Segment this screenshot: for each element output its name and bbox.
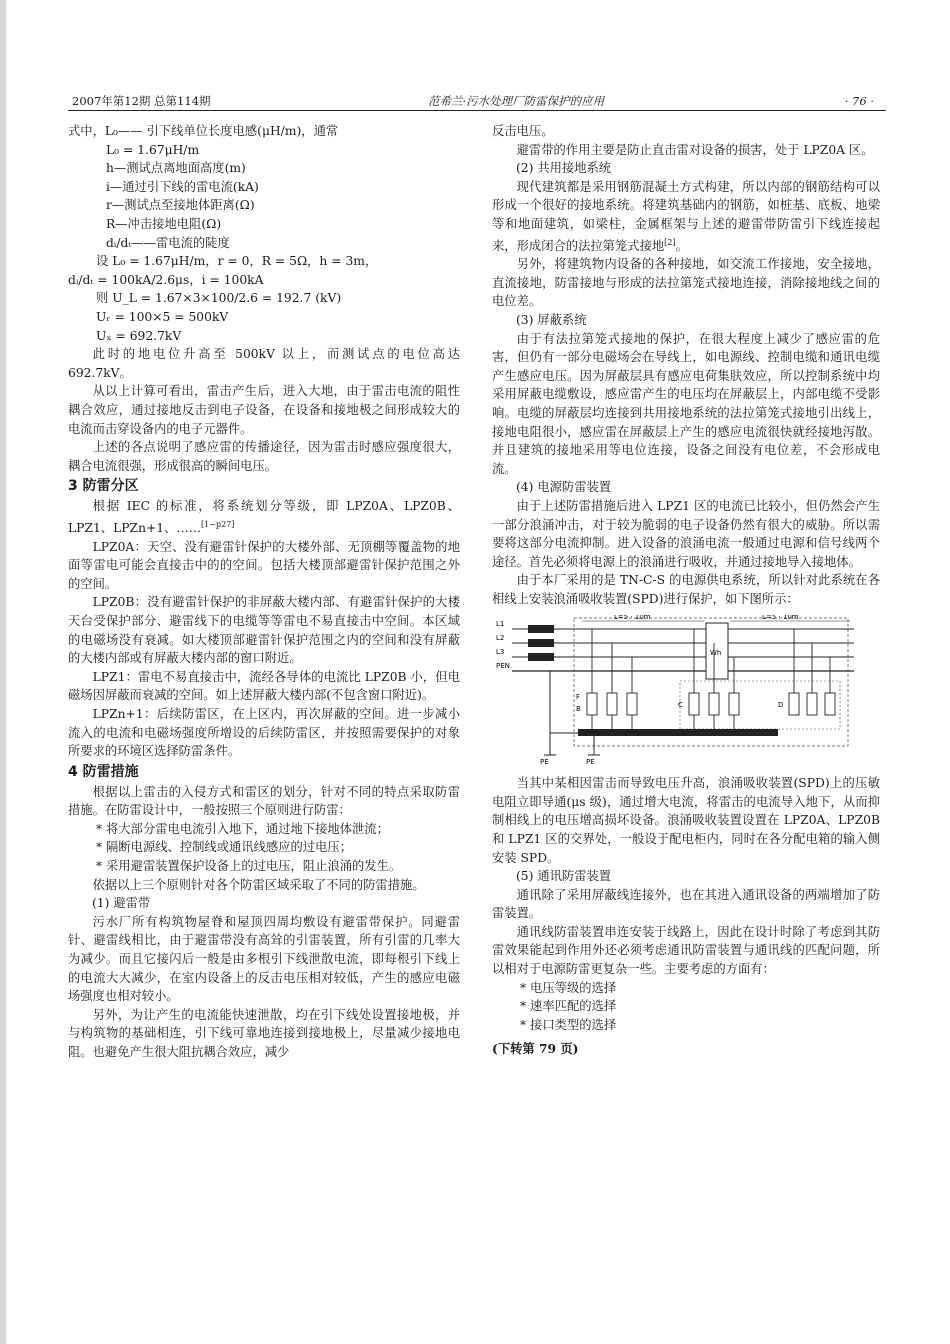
spd-module bbox=[587, 693, 597, 715]
body-paragraph: LPZ0A：天空、没有避雷针保护的大楼外部、无顶棚等覆盖物的地面等雷电可能会直接击中的的空间。包括大楼顶部避雷针保护范围之外的空间。 bbox=[68, 539, 460, 591]
ground-label: PE bbox=[540, 757, 549, 765]
body-paragraph: 另外，将建筑物内设备的各种接地，如交流工作接地，安全接地，直流接地，防雷接地与形成的法拉第笼式接地连接，消除接地线之间的电位差。 bbox=[492, 257, 880, 309]
bullet-item: * 将大部分雷电电流引入地下，通过地下接地体泄流； bbox=[96, 821, 389, 836]
line-label-l2: L2 bbox=[496, 633, 505, 642]
spd-module bbox=[825, 693, 835, 715]
citation: [2] bbox=[664, 237, 676, 247]
cable-sheath bbox=[528, 625, 554, 633]
body-paragraph: 由于有法拉第笼式接地的保护，在很大程度上减少了感应雷的危害，但仍有一部分电磁场会在导线上，如电源线、控制电缆和通讯电缆产生感应电压。因为屏蔽层具有感应电荷集肤效应，所以控制系统中均采用屏蔽电缆敷设，感应雷产生的电压均在屏蔽层上，内部电缆不受影响。电缆的屏蔽层均连接到共用接地系统的法拉第笼式接地引出线上，接地电阻很小，感应雷在屏蔽层上产生的感应电流很快就经接地泻散。并且建筑的接地采用等电位连接，设备之间没有电位差，不会形成电流。 bbox=[492, 331, 880, 476]
body-paragraph bbox=[68, 497, 460, 537]
spd-label-f: F bbox=[576, 692, 581, 701]
body-paragraph: 当其中某相因雷击而导致电压升高，浪涌吸收装置(SPD)上的压敏电阻立即导通(μs 级)，通过增大电流，将雷击的电流导入地下，从而抑制相线上的电压增高损坏设备。浪涌吸收装置设置在 LPZ0A、LPZ0B 和 LPZ1 区的交界处，一般设于配电柜内，同时在各分配电箱的输入侧安装 SPD。 bbox=[492, 776, 880, 865]
formula-line: Uₓ = 692.7kV bbox=[96, 328, 182, 343]
body-paragraph: 从以上计算可看出，雷击产生后，进入大地，由于雷击电流的阻性耦合效应，通过接地反击到电子设备，在设备和接地极之间形成较大的电流而击穿设备内的电子元器件。 bbox=[68, 384, 460, 436]
line-label-l3: L3 bbox=[496, 647, 505, 656]
spd-label-b: B bbox=[576, 704, 581, 713]
line-label-l1: L1 bbox=[496, 619, 505, 628]
subsection-heading: (3) 屏蔽系统 bbox=[516, 313, 587, 328]
spd-module bbox=[627, 693, 637, 715]
formula-line: R—冲击接地电阻(Ω) bbox=[106, 216, 222, 231]
cable-sheath bbox=[528, 653, 554, 661]
formula-intro: 式中，L₀—— 引下线单位长度电感(μH/m)，通常 bbox=[68, 124, 339, 138]
citation: [1~p27] bbox=[201, 519, 235, 529]
subsection-heading: (1) 避雷带 bbox=[92, 896, 151, 911]
spd-label-d: D bbox=[778, 700, 784, 709]
subsection-heading: (2) 共用接地系统 bbox=[516, 161, 612, 176]
spd-module bbox=[607, 693, 617, 715]
spd-module bbox=[789, 693, 799, 715]
continued-note: (下转第 79 页) bbox=[492, 1041, 579, 1057]
cable-sheath bbox=[528, 639, 554, 647]
spd-module bbox=[807, 693, 817, 715]
spd-module bbox=[729, 693, 739, 715]
bullet-item: * 隔断电源线、控制线或通讯线感应的过电压； bbox=[96, 840, 352, 855]
ground-label: PE bbox=[586, 757, 595, 765]
body-paragraph: 由于本厂采用的是 TN-C-S 的电源供电系统，所以针对此系统在各相线上安装浪涌吸收装置(SPD)进行保护，如下图所示： bbox=[492, 573, 880, 606]
subsection-heading: (5) 通讯防雷装置 bbox=[516, 869, 612, 884]
bullet-item: * 接口类型的选择 bbox=[520, 1017, 617, 1032]
body-paragraph: 根据以上雷击的入侵方式和雷区的划分，针对不同的特点采取防雷措施。在防雷设计中，一般按照三个原则进行防雷： bbox=[68, 784, 460, 818]
journal-issue: 2007年第12期 总第114期 bbox=[72, 94, 211, 108]
subsection-heading: (4) 电源防雷装置 bbox=[516, 480, 612, 495]
body-paragraph: 避雷带的作用主要是防止直击雷对设备的损害，处于 LPZ0A 区。 bbox=[516, 142, 874, 157]
body-paragraph: 现代建筑都是采用钢筋混凝土方式构建，所以内部的钢筋结构可以形成一个很好的接地系统。将建筑基础内的钢筋，如桩基、底板、地梁等和地面建筑，如梁柱，金属框架与上述的避雷带防雷引下线连接起来，形成闭合的法拉第笼式接地[2]。 bbox=[492, 179, 880, 253]
spd-label-c: C bbox=[678, 700, 683, 709]
body-paragraph: LPZn+1：后续防雷区，在上区内，再次屏蔽的空间。进一步减小流入的电流和电磁场强度所增设的后续防雷区，并按照需要保护的对象所要求的环境区选择防雷条件。 bbox=[68, 706, 460, 759]
formula-line: L₀ = 1.67μH/m bbox=[106, 142, 200, 157]
span-label: L=5 · 10m bbox=[614, 614, 651, 621]
bullet-item: * 采用避雷装置保护设备上的过电压，阻止浪涌的发生。 bbox=[96, 859, 402, 874]
formula-line: 则 U_L = 1.67×3×100/2.6 = 192.7 (kV) bbox=[96, 291, 342, 306]
section-heading: 3 防雷分区 bbox=[68, 478, 139, 495]
body-paragraph: LPZ1：雷电不易直接击中，流经各导体的电流比 LPZ0B 小，但电磁场因屏蔽而衰减的空间。如上述屏蔽大楼内部(不包含窗口附近)。 bbox=[68, 669, 460, 703]
formula-line: h—测试点离地面高度(m) bbox=[106, 161, 246, 176]
body-paragraph: 此时的地电位升高至 500kV 以上，而测试点的电位高达 692.7kV。 bbox=[68, 347, 460, 380]
formula-line: Uᵣ = 100×5 = 500kV bbox=[96, 309, 229, 324]
page-number: · 76 · bbox=[844, 94, 874, 108]
equipotential-bus bbox=[578, 729, 778, 736]
body-paragraph: 通讯除了采用屏蔽线连接外，也在其进入通讯设备的两端增加了防雷装置。 bbox=[492, 887, 880, 921]
body-paragraph: 上述的各点说明了感应雷的传播途径，因为雷击时感应强度很大，耦合电流很强，形成很高的瞬间电压。 bbox=[68, 440, 460, 473]
body-text: 现代建筑都是采用钢筋混凝土方式构建，所以内部的钢筋结构可以形成一个很好的接地系统。将建筑基础内的钢筋，如桩基、底板、地梁等和地面建筑，如梁柱，金属框架与上述的避雷带防雷引下线连接起来，形成闭合的法拉第笼式接地 bbox=[492, 179, 880, 253]
spd-module bbox=[689, 693, 699, 715]
formula-line: r—测试点至接地体距离(Ω) bbox=[106, 198, 255, 213]
body-paragraph: 反击电压。 bbox=[492, 124, 554, 138]
section-heading: 4 防雷措施 bbox=[68, 763, 139, 780]
formula-line: 设 L₀ = 1.67μH/m，r = 0，R = 5Ω，h = 3m， bbox=[96, 254, 378, 269]
body-text: 根据 IEC 的标准，将系统划分等级，即 LPZ0A、LPZ0B、LPZ1、LPZn+1、…… bbox=[68, 499, 460, 535]
formula-line: dᵢ/dₜ——雷电流的陡度 bbox=[106, 235, 230, 250]
formula-line: i—通过引下线的雷电流(kA) bbox=[106, 179, 259, 194]
running-header bbox=[68, 90, 886, 111]
body-paragraph: 污水厂所有构筑物屋脊和屋顶四周均敷设有避雷带保护。同避雷针、避雷线相比，由于避雷带没有高耸的引雷装置，所有引雷的几率大为减少。而且它接闪后一般是由多根引下线泄散电流，即每根引下线上的电流大大减少，在室内设备上的反击电压相对较低，产生的感应电磁场强度也相对较小。 bbox=[68, 914, 460, 1004]
left-column bbox=[68, 122, 460, 1062]
right-column bbox=[492, 122, 880, 1059]
body-paragraph: 另外，为让产生的电流能快速泄散，均在引下线处设置接地极，并与构筑物的基础相连，引下线可靠地连接到接地极上，尽量减少接地电阻。也避免产生很大阻抗耦合效应，减少 bbox=[68, 1007, 460, 1059]
line-label-pen: PEN bbox=[496, 661, 510, 670]
formula-line: dᵢ/dₜ = 100kA/2.6μs，i = 100kA bbox=[68, 272, 264, 287]
spd-module bbox=[709, 693, 719, 715]
article-running-title: 范希兰·污水处理厂防雷保护的应用 bbox=[428, 94, 605, 108]
body-paragraph: 依据以上三个原则针对各个防雷区域采取了不同的防雷措施。 bbox=[92, 877, 425, 892]
spd-wiring-diagram bbox=[494, 615, 858, 765]
body-paragraph: LPZ0B：没有避雷针保护的非屏蔽大楼内部、有避雷针保护的大楼天台受保护部分、避雷线下的电缆等等雷电不易直接击中空间。本区域的电磁场没有衰减。如大楼顶部避雷针保护范围之内的空间和没有屏蔽的大楼内部或有屏蔽大楼内部的窗口附近。 bbox=[68, 595, 460, 666]
body-paragraph: 通讯线防雷装置串连安装于线路上，因此在设计时除了考虑到其防雷效果能起到作用外还必须考虑通讯防雷装置与通讯线的匹配问题，所以相对于电源防雷更复杂一些。主要考虑的方面有： bbox=[492, 924, 880, 977]
bullet-item: * 速率匹配的选择 bbox=[520, 999, 617, 1014]
scan-edge bbox=[0, 0, 6, 1344]
meter-label: Wh bbox=[710, 648, 722, 657]
bullet-item: * 电压等级的选择 bbox=[520, 980, 617, 995]
span-label: L=5 · 10m bbox=[762, 614, 799, 621]
body-paragraph: 由于上述防雷措施后进入 LPZ1 区的电流已比较小，但仍然会产生一部分浪涌冲击，对于较为脆弱的电子设备仍然有很大的威胁。所以需要将这部分电流抑制。进入设备的浪涌电流一般通过电源和信号线两个途径。首先必须将电源上的浪涌进行吸收，并通过接地导入接地体。 bbox=[492, 498, 880, 569]
